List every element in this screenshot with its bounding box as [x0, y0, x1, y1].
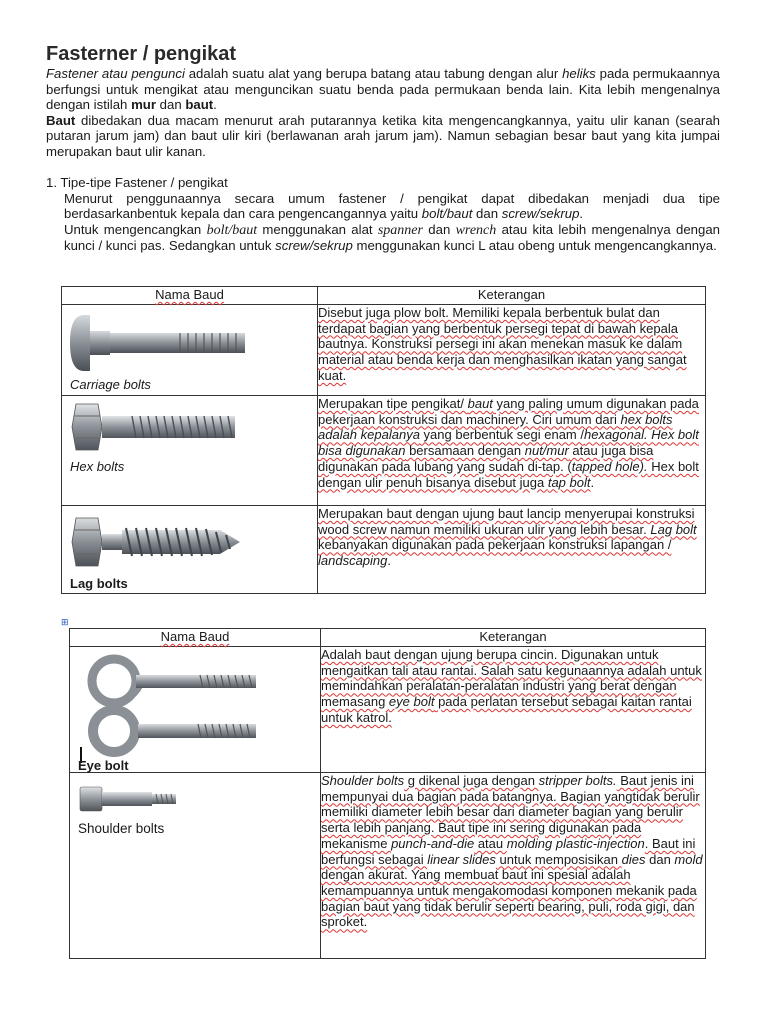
table-row [62, 506, 706, 594]
bolt-name: Carriage bolts [70, 377, 151, 392]
header-name: Nama Baud [70, 629, 321, 647]
bolt-description: Merupakan tipe pengikat/ baut yang paling umum digunakan pada pekerjaan konstruksi dan machinery. Ciri umum dari hex bolts adalah kepalanya yang berbentuk segi enam /hexagonal. Hex bolt bisa digunakan bersamaan dengan nut/mur atau juga bisa digunakan pada lubang yang sudah di-tap. (tapped hole). Hex bolt dengan ulir penuh bisanya disebut juga tap bolt. [318, 396, 706, 506]
header-desc: Keterangan [318, 287, 706, 305]
table-header-row [62, 287, 706, 305]
table-row [70, 773, 706, 959]
section-paragraph-2: Untuk mengencangkan bolt/baut menggunakan alat spanner dan wrench atau kita lebih mengenalnya dengan kunci / kunci pas. Sedangkan untuk screw/sekrup menggunakan kunci L atau obeng untuk mengencangkannya. [64, 221, 720, 253]
header-name: Nama Baud [62, 287, 318, 305]
section-paragraph-1: Menurut penggunaannya secara umum fastener / pengikat dapat dibedakan menjadi dua tipe berdasarkanbentuk kepala dan cara pengencangannya yaitu bolt/baut dan screw/sekrup. [64, 190, 720, 221]
eye-bolt-image [80, 651, 260, 763]
bolt-name: Shoulder bolts [78, 821, 165, 836]
header-desc: Keterangan [321, 629, 706, 647]
hex-bolt-image [70, 402, 235, 452]
page-title: Fasterner / pengikat [46, 43, 237, 65]
shoulder-bolt-cell [70, 773, 321, 959]
table-row [70, 647, 706, 773]
eye-bolt-cell [70, 647, 321, 773]
lag-bolt-cell [62, 506, 318, 594]
bolt-name: Hex bolts [70, 459, 125, 474]
bolt-name: Eye bolt [78, 758, 129, 773]
bolt-description: Merupakan baut dengan ujung baut lancip menyerupai konstruksi wood screw namun memiliki ukuran ulir yang lebih besar. Lag bolt kebanyakan digunakan pada pekerjaan konstruksi lapangan / landscaping. [318, 506, 706, 594]
bolt-name: Lag bolts [70, 576, 128, 591]
thread-direction-paragraph: Baut dibedakan dua macam menurut arah putarannya ketika kita mengencangkannya, yaitu ulir kanan (searah putaran jarum jam) dan baut ulir kiri (berlawanan arah jarum jam). Namun sebagian besar baut yang kita jumpai merupakan baut ulir kanan. [46, 112, 720, 159]
bolt-table-1 [61, 286, 706, 594]
section-heading: 1. Tipe-tipe Fastener / pengikat [46, 175, 228, 190]
bolt-description: Shoulder bolts g dikenal juga dengan stripper bolts. Baut jenis ini mempunyai dua bagian pada batangnya. Bagian yangtidak berulir memiliki diameter lebih besar dari diameter bagian yang berulir serta lebih panjang. Baut tipe ini sering digunakan pada mekanisme punch-and-die atau molding plastic-injection. Baut ini berfungsi sebagai linear slides untuk memposisikan dies dan mold dengan akurat. Yang membuat baut ini spesial adalah kemampuannya untuk mengakomodasi komponen mekanik pada bagian baut yang tidak berulir seperti bearing, puli, roda gigi, dan sproket. [321, 773, 706, 959]
table-move-handle-icon[interactable]: ⊞ [61, 617, 69, 627]
table-row [62, 396, 706, 506]
table-row [62, 305, 706, 396]
bolt-table-2 [69, 628, 706, 959]
document-body [46, 42, 720, 254]
shoulder-bolt-image [78, 785, 178, 815]
bolt-description: Adalah baut dengan ujung berupa cincin. Digunakan untuk mengaitkan tali atau rantai. Salah satu kegunaannya adalah untuk memindahkan peralatan-peralatan industri yang berat dengan memasang eye bolt pada perlatan tersebut sebagai kaitan rantai untuk katrol. [321, 647, 706, 773]
lag-bolt-image [70, 514, 240, 570]
bolt-description: Disebut juga plow bolt. Memiliki kepala berbentuk bulat dan terdapat bagian yang berbentuk persegi tepat di bawah kepala bautnya. Konstruksi persegi ini akan menekan masuk ke dalam material atau benda kerja dan menghasilkan ikatan yang sangat kuat. [318, 305, 706, 396]
table-header-row [70, 629, 706, 647]
hex-bolt-cell [62, 396, 318, 506]
carriage-bolt-cell [62, 305, 318, 396]
carriage-bolt-image [70, 313, 245, 373]
intro-paragraph: Fastener atau pengunci adalah suatu alat yang berupa batang atau tabung dengan alur heliks pada permukaannya berfungsi untuk mengikat atau menguncikan suatu benda pada permukaan benda lain. Kita lebih mengenalnya dengan istilah mur dan baut. [46, 66, 721, 112]
